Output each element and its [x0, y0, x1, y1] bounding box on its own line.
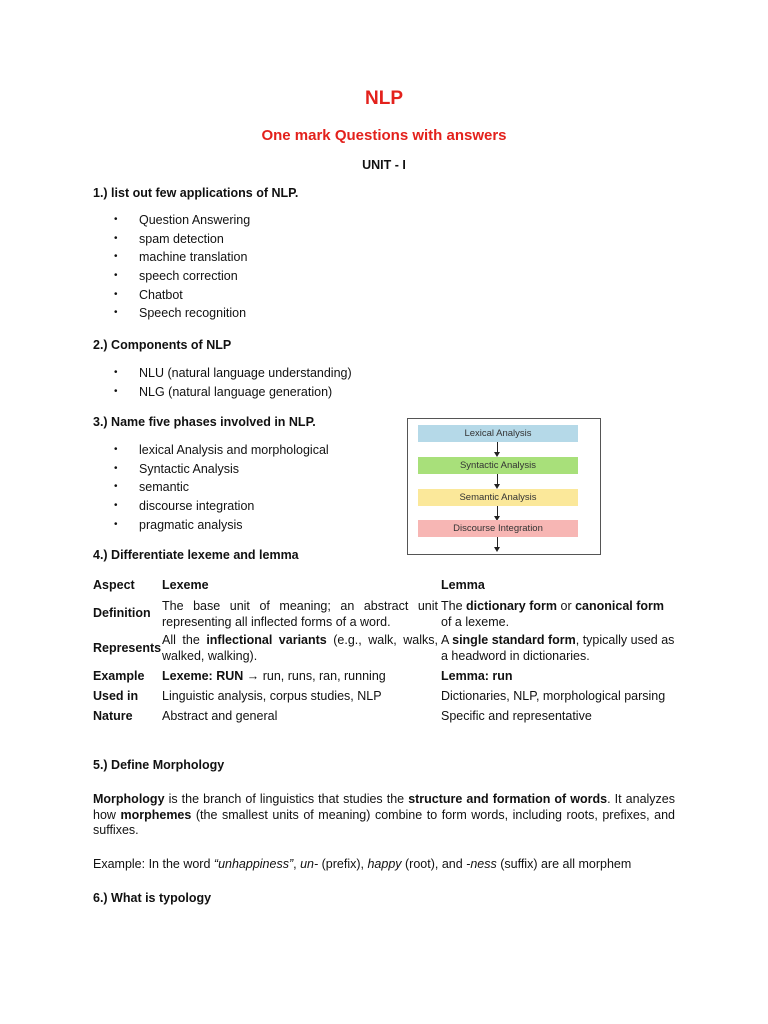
list-item: • discourse integration	[114, 497, 329, 516]
unit-heading: UNIT - I	[362, 158, 406, 172]
question-4: 4.) Differentiate lexeme and lemma	[93, 548, 299, 562]
table-cell: The dictionary form or canonical form of a lexeme.	[441, 599, 664, 629]
table-row	[93, 709, 675, 729]
table-row	[93, 669, 675, 689]
table-header: Lemma	[441, 578, 485, 592]
list-item: • NLU (natural language understanding)	[114, 364, 352, 383]
table-cell: A single standard form, typically used as a headword in dictionaries.	[441, 633, 675, 663]
table-cell: Specific and representative	[441, 709, 592, 723]
right-arrow-icon: →	[243, 669, 263, 683]
list-item: • lexical Analysis and morphological	[114, 441, 329, 460]
down-arrow-icon	[497, 474, 499, 486]
table-cell: Abstract and general	[162, 709, 278, 723]
morphology-example-paragraph: Example: In the word “unhappiness”, un- (prefix), happy (root), and -ness (suffix) are all morphem	[93, 857, 632, 871]
list-item: • semantic	[114, 478, 329, 497]
diagram-box-discourse: Discourse Integration	[418, 520, 578, 537]
table-cell: Lemma: run	[441, 669, 513, 683]
q3-list	[114, 441, 329, 534]
list-item: • Speech recognition	[114, 304, 250, 323]
down-arrow-icon	[497, 537, 499, 549]
table-cell: All the inflectional variants (e.g., walk, walks, walked, walking).	[162, 633, 438, 663]
table-cell: Represents	[93, 641, 162, 655]
question-5: 5.) Define Morphology	[93, 758, 225, 772]
table-cell: Lexeme: RUN → run, runs, ran, running	[162, 669, 386, 683]
down-arrow-icon	[497, 506, 499, 518]
table-cell: Used in	[93, 689, 139, 703]
nlp-phases-diagram	[407, 418, 601, 555]
list-item: • Syntactic Analysis	[114, 460, 329, 479]
question-6: 6.) What is typology	[93, 891, 212, 905]
table-header: Lexeme	[162, 578, 209, 592]
list-item: • Chatbot	[114, 286, 250, 305]
table-cell: The base unit of meaning; an abstract unit representing all inflected forms of a word.	[162, 599, 438, 629]
list-item: • Question Answering	[114, 211, 250, 230]
table-cell: Definition	[93, 606, 151, 620]
diagram-box-semantic: Semantic Analysis	[418, 489, 578, 506]
q1-list	[114, 211, 250, 323]
list-item: • NLG (natural language generation)	[114, 383, 352, 402]
question-2: 2.) Components of NLP	[93, 338, 232, 352]
morphology-definition-paragraph: Morphology is the branch of linguistics that studies the structure and formation of words. It analyzes how morphemes (the smallest units of meaning) combine to form words, including roots, prefixes, and suffixes.	[93, 792, 675, 837]
list-item: • machine translation	[114, 248, 250, 267]
down-arrow-icon	[497, 442, 499, 454]
page-title: NLP	[365, 88, 403, 109]
table-cell: Nature	[93, 709, 133, 723]
table-cell: Dictionaries, NLP, morphological parsing	[441, 689, 666, 703]
table-row	[93, 633, 675, 669]
list-item: • speech correction	[114, 267, 250, 286]
diagram-box-syntactic: Syntactic Analysis	[418, 457, 578, 474]
lexeme-lemma-table	[93, 578, 675, 729]
table-cell: Example	[93, 669, 145, 683]
table-row	[93, 599, 675, 633]
table-header: Aspect	[93, 578, 135, 592]
diagram-box-lexical: Lexical Analysis	[418, 425, 578, 442]
question-3: 3.) Name five phases involved in NLP.	[93, 415, 316, 429]
table-header-row	[93, 578, 675, 599]
q2-list	[114, 364, 352, 401]
table-row	[93, 689, 675, 709]
page-subtitle: One mark Questions with answers	[261, 127, 507, 144]
list-item: • spam detection	[114, 230, 250, 249]
list-item: • pragmatic analysis	[114, 516, 329, 535]
table-cell: Linguistic analysis, corpus studies, NLP	[162, 689, 382, 703]
question-1: 1.) list out few applications of NLP.	[93, 186, 299, 200]
